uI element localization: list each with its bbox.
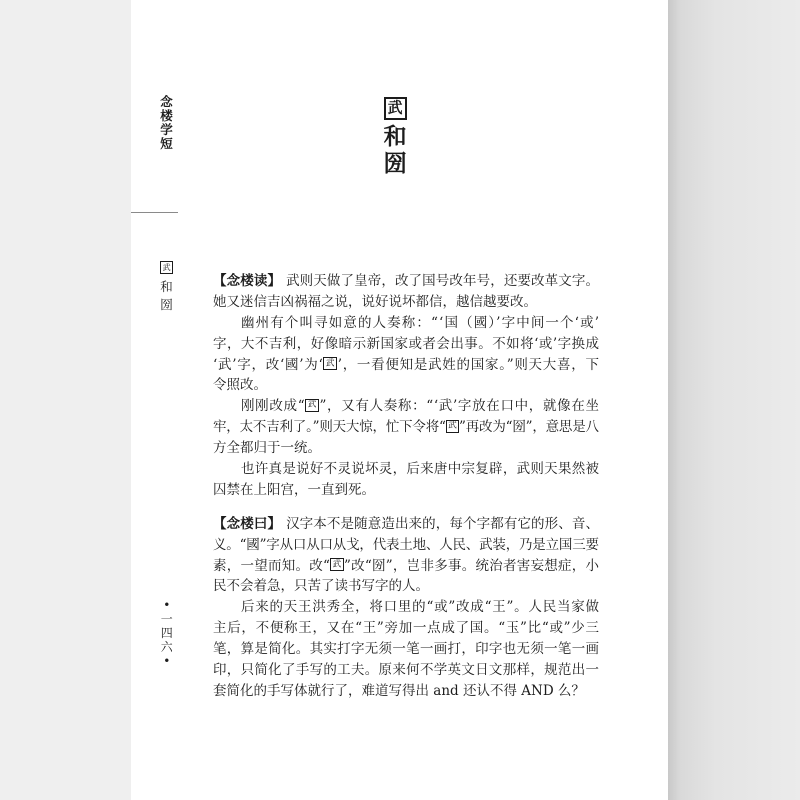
text-line — [213, 556, 599, 577]
paragraph — [213, 271, 599, 313]
text-line-content: 幽州有个叫寻如意的人奏称：“‘国（國）’字中间一个‘或’ — [241, 314, 601, 331]
text-line-content: 也许真是说好不灵说坏灵，后来唐中宗复辟，武则天果然被 — [241, 461, 600, 478]
text-line-content: 后来的天王洪秀全，将口里的“或”改成“王”。人民当家做 — [241, 599, 600, 616]
text-line — [213, 618, 599, 639]
text-line-content: 牢，太不吉利了。”则天大惊，忙下令将“ 武 ”再改为“圀”，意思是八 — [213, 419, 599, 436]
text-line — [213, 417, 599, 438]
enclosed-wu-glyph: 武 — [305, 399, 319, 413]
text-line — [213, 681, 599, 702]
enclosed-wu-glyph: 武 — [446, 420, 460, 434]
running-head-chapter-title: 武 和圀 — [160, 262, 173, 312]
text-line-content: 套简化的手写体就行了，难道写得出 and 还认不得 AND 么？ — [213, 682, 585, 699]
section-nianlou-yue — [213, 514, 599, 702]
enclosed-wu-glyph: 武 — [330, 558, 344, 572]
enclosed-wu-glyph: 武 — [160, 261, 173, 274]
text-line-content: 囚禁在上阳宫，一直到死。 — [213, 481, 375, 498]
text-line-content: 字，大不吉利，好像暗示新国家或者会出事。不如将‘或’字换成 — [213, 335, 600, 352]
text-line — [213, 639, 599, 660]
text-line — [213, 396, 599, 417]
page-number: •一四六• — [160, 598, 173, 668]
paragraph — [213, 313, 599, 397]
text-line-content: 笔，算是简化。其实打字无须一笔一画打，印字也无须一笔一画 — [213, 641, 600, 658]
paragraph — [213, 514, 599, 598]
text-line-text: 汉字本不是随意造出来的，每个字都有它的形、音、 — [286, 515, 600, 532]
text-line-content: 主后，不便称王，又在“王”旁加一点成了国。“玉”比“或”少三 — [213, 620, 600, 637]
text-line-content: ‘武’字，改‘國’为‘ 武 ’，一看便知是武姓的国家。”则天大喜，下 — [213, 356, 600, 373]
text-line — [213, 355, 599, 376]
text-line — [213, 459, 599, 480]
text-line — [213, 576, 599, 597]
section-label: 【念楼曰】 — [213, 515, 282, 532]
text-line — [213, 535, 599, 556]
text-line-text: 武则天做了皇帝，改了国号改年号，还要改革文字。 — [286, 273, 600, 289]
section-nianlou-du — [213, 271, 599, 501]
text-line — [213, 375, 599, 396]
text-line-content: 她又迷信吉凶祸福之说，说好说坏都信，越信越要改。 — [213, 293, 537, 310]
body-text — [213, 271, 599, 702]
enclosed-wu-glyph: 武 — [384, 97, 407, 120]
enclosed-wu-glyph: 武 — [323, 357, 337, 371]
text-line-content — [213, 273, 599, 289]
page-title: 武 和圀 — [383, 97, 407, 177]
text-line-content: 民不会着急，只苦了读书写字的人。 — [213, 578, 429, 595]
text-line — [213, 313, 599, 334]
paragraph — [213, 396, 599, 459]
scan-backdrop-shadow — [668, 0, 800, 800]
text-line — [213, 660, 599, 681]
text-line-content — [213, 516, 599, 532]
text-line — [213, 438, 599, 459]
paragraph — [213, 459, 599, 501]
text-line — [213, 480, 599, 501]
text-line-content: 刚刚改成“ 武 ”，又有人奏称：“‘武’字放在口中，就像在坐 — [241, 398, 600, 415]
text-line-content: 令照改。 — [213, 377, 267, 394]
running-head-rule — [131, 212, 178, 213]
running-head-book-title: 念楼学短 — [160, 94, 173, 151]
text-line-content: 印，只简化了手写的工夫。原来何不学英文日文那样，规范出一 — [213, 662, 600, 679]
text-line — [213, 597, 599, 618]
text-line — [213, 292, 599, 313]
text-line — [213, 271, 599, 292]
section-label: 【念楼读】 — [213, 273, 282, 289]
text-line-content: 义。“國”字从口从口从戈，代表土地、人民、武装，乃是立国三要 — [213, 536, 599, 553]
text-line-content: 方全都归于一统。 — [213, 440, 321, 457]
text-line — [213, 334, 599, 355]
paragraph — [213, 597, 599, 701]
text-line — [213, 514, 599, 535]
text-line-content: 素，一望而知。改“ 武 ”改“圀”，岂非多事。统治者害妄想症，小 — [213, 557, 600, 574]
